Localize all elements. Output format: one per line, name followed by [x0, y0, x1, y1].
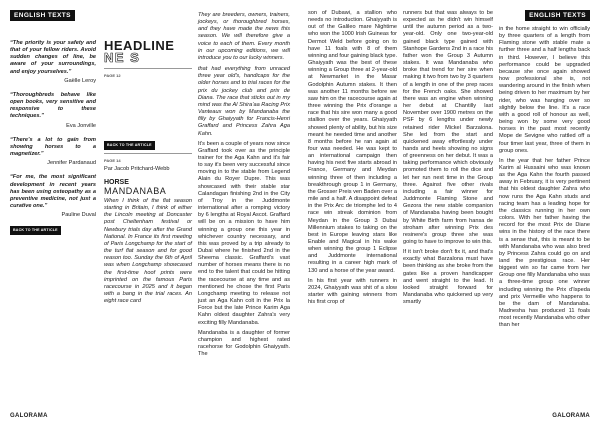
- right-page: [300, 0, 600, 424]
- story-body: in the home straight to win officially by three quarters of a length from Flaming stone with stable mate a further three and a half lengths back in third. However, I believe this performance could be upgraded because she once again showed how professional she is, not wandering around in the finish when being driven to her maximum by her rider, who was hanging over so slightly below the line. It's a race with a good roll of honour as well, being won by some very good horses in the past most recently Mope de Sevigne who rattled off a four timer last year, three of them in group ones.: [499, 26, 590, 154]
- quote-author: Jennifer Pardanaud: [47, 160, 96, 167]
- back-to-article-button[interactable]: BACK TO THE ARTICLE: [10, 226, 61, 235]
- back-to-article-button[interactable]: BACK TO THE ARTICLE: [104, 141, 155, 150]
- story-column-3: [499, 26, 590, 330]
- divider: [104, 153, 192, 154]
- story-body: son of Dubawi, a stallion who needs no introduction. Ghaiyyath is out of the Galileo mare Nightime who won the 1000 Irish Guineas for Dermot Weld before going on to have 11 foals with 8 of them winning and four gaining black type. Ghaiyyath was the best of these winning a Group three at 2-year-old at Newmarket in the Masar Godolphin Autumn stakes. It then was another 11 months before we saw him on the racecourse again at three winning the Prix d'orange a race that his sire won many a good stallion over the years. Ghaiyyath showed plenty of ability, but his size meant he needed time and another 8 months before he ran again at four was needed. He was kept to an international campaign then having his next five starts abroad in France, Germany and Meydan winning three of then including a breakthrough group 1 in Germany, the Grosser Preis ven Baden over a mile and a half. A disappoint defeat in the Prix Arc de triomphe led to 4 race win streak dominion from Meydan in the Group 3 Dubai Millennium stakes to taking on the best in Europe leaving stars like Enable and Magical in his wake when winning the group 1 Eclipse and Juddmonte international resulting in a career high mark of 130 and a horse of the year award.: [308, 10, 397, 274]
- quote-author: Gaëlle Leroy: [64, 77, 96, 84]
- headline-subtitle: NE S: [104, 50, 141, 65]
- headline-column: [104, 40, 192, 305]
- quotes-column: [10, 40, 96, 235]
- quote-block: [10, 92, 96, 130]
- story-intro: When I think of the flat season starting in Britain, I think of either the Lincoln meeting at Doncaster post Cheltenham festival or Newbury trials day after the Grand National. In France its first meeting of Paris Longchamp for the start of the turf flat season and for good reason too. Sunday the 6th of April was when Longchamp showcased the first-time hoof prints were imprinted on the famous Paris racecourse in 2025 and it began with a bang in the trial races. An eight race card: [104, 197, 192, 305]
- magazine-footer: GALORAMA: [10, 413, 48, 419]
- quote-block: [10, 137, 96, 168]
- intro-spacer: [104, 81, 192, 141]
- story-body-continued: Mandanaba is a daughter of former champion and highest rated racehorse for Godolphin Ghaiyyath. The: [198, 329, 290, 358]
- story-title: MANDANABA: [104, 185, 167, 196]
- quote-author: Eva Jonville: [66, 122, 96, 129]
- page-reference: PAGE 12: [104, 73, 121, 78]
- story-italic-continued: that had everything from unraced three year old's, handicaps for the older horses and to trial races for the prix du jockey club and prix de Diana. The race that sticks out in my mind was the Al Shira’aa Racing Prix Vanteaux won by Mandanaba the filly by Ghaiyyath for Francis-Henri Graffard and Princess Zahra Aga Kahn.: [198, 66, 290, 137]
- quote-block: [10, 174, 96, 219]
- story-column-1: [308, 10, 397, 306]
- quote-text: “For me, the most significant development in recent years has been using osteopathy as a preventive medicine, not just a curative one.”: [10, 174, 96, 209]
- headline-title: HEADLINE: [104, 38, 175, 53]
- story-body: If it isn't broke don't fix it, and that's exactly what Barzalona must have been thinking as she broke from the gates like a proven handicapper and went straight to the lead. It looked straight forward for Mandanaba who quickened up very smartly: [403, 249, 493, 306]
- page-reference: PAGE 14: [104, 158, 121, 164]
- section-tab: ENGLISH TEXTS: [10, 10, 75, 21]
- quote-block: [10, 40, 96, 85]
- section-label: HORSE: [104, 178, 129, 186]
- intro-text: They are breeders, owners, trainers, jockeys, or thoroughbred horses, and they have made the news this season. We will therefore give a voice to each of them. Every month in our upcoming editions, we will introduce you to our lucky winners.: [198, 12, 290, 61]
- story-body: In the year that her father Prince Karim al Hussaini who was known as the Aga Kahn the fourth passed away in February, it is very pertinent that his oldest daughter Zahra who now runs the Aga Kahn studs and racing team has a leading hope for the classics running in her own colors. With her father having the record for the most Prix de Diane wins in the history of the race there is a sense that, this is meant to be with Mandanaba who was also bred by Princess Zahra could go on and land the prestigious race. Her biggest win so far came from her Group one filly Mandanaba who was a three-time group one winner including winning the Prix d'Ispeda and prix Vermeille who happens to be the dam of Mandanaba. Madnesha has produced 11 foals most recently Mandanaba who other than her: [499, 157, 590, 329]
- story-column-2: [403, 10, 493, 306]
- quote-text: “The priority is your safety and that of your fellow riders. Avoid sudden changes of line, be aware of your surroundings, and enjoy yourselves.”: [10, 40, 96, 75]
- quote-author: Pauline Duval: [61, 212, 96, 219]
- byline: Par Jacob Pritchard-Webb: [104, 166, 170, 173]
- quote-text: “There’s a lot to gain from showing horses to a magnetizer.”: [10, 136, 96, 158]
- story-body: In his first year with runners in 2024, Ghaiyyath was shit of a slow starter with gaining winners from his first crop of: [308, 277, 397, 306]
- story-body: runners but that was always to be expected as he didn't win himself until the autumn period as a two-year-old. Only one two-year-old gained black type gained with Stanhope Gardens 2nd in a race his father won the Group 3 Autumn stakes. It was Mandanaba who broke that trend for her sire when making it two from two by 3 quarters of a length in one of the prep races for the French oaks. She showed there was an engine when winning her debut at Chantilly last November over 1900 metres on the PSF by 6 lengths under newly retained rider Mickel Barzalona. She led from the start and quickened away effortlessly under hands and heels showing no signs of greenness on her debut. It was a taking performance which obviously promoted them to roll the dice and let her run next time in the Group three. Against five other rivals including a fair winner for Juddmonte Flaming Stone and Gezora the new stable companion of Mandanaba having been bought by White Birth farm from hansa de stroham after winning Prix des resinere's group three she was going to have to improve to win this.: [403, 10, 493, 245]
- quote-text: “Thoroughbreds behave like open books, very sensitive and responsive to these techniques.”: [10, 91, 96, 120]
- section-tab: ENGLISH TEXTS: [525, 10, 590, 21]
- story-column: [198, 12, 290, 358]
- divider: [104, 68, 192, 69]
- story-body: It's been a couple of years now since Graffard took over as the principle trainer for the Aga Kahn and it's fair to say it's been very successful since moving in to the stable from Legend Alain du Royer Dupre. This was showcased with their stable star Calandagan finishing 2nd in the City of Troy in the Juddmonte international after a romping victory by 6 lengths at Royal Ascot. Graffard will be on a mission to have him winning a group one this year in whichever country necessary, and this was proved by a trip already to Dubai where he finished 2nd in the Sheema classic. Graffard's vast number of horses means there is no end to the talent that could be hitting the racecourse at any time and as mentioned he chose the first Paris Longchamp meeting to release not just an Aga Kahn colt in the Prix la Force but the late Prince Karim Aga Kahn oldest daughter Zahra's very exciting filly Mandanaba.: [198, 140, 290, 326]
- magazine-footer: GALORAMA: [552, 413, 590, 419]
